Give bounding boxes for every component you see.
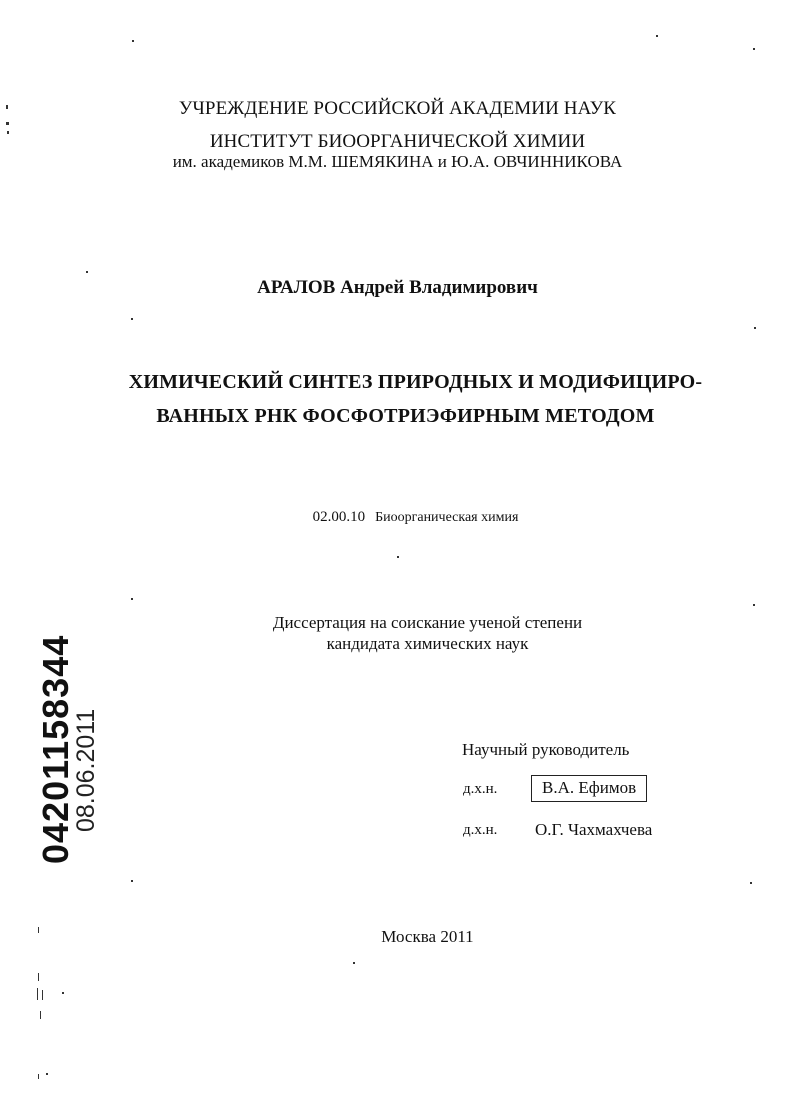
scan-speck [353, 962, 355, 964]
scan-speck [397, 556, 399, 558]
scan-speck [6, 105, 8, 109]
scan-speck [86, 271, 88, 273]
supervisor-1-degree: д.х.н. [463, 781, 498, 797]
scan-speck [37, 988, 38, 1000]
institution-line-2: ИНСТИТУТ БИООРГАНИЧЕСКОЙ ХИМИИ [209, 131, 586, 152]
scan-speck [6, 122, 9, 125]
specialty [18, 509, 795, 526]
scan-speck [131, 598, 133, 600]
scan-speck [46, 1073, 48, 1075]
scan-speck [40, 1011, 41, 1019]
scan-speck [131, 318, 133, 320]
scan-speck [38, 973, 39, 981]
degree-line-2: кандидата химических наук [326, 634, 529, 653]
scan-speck [656, 35, 658, 37]
scan-speck [38, 927, 39, 933]
scan-speck [131, 880, 133, 882]
scan-speck [132, 40, 134, 42]
degree-line-1: Диссертация на соискание ученой степени [272, 613, 583, 632]
scan-speck [62, 992, 64, 994]
library-stamp-number: 04201158344 [35, 634, 76, 864]
scan-speck [7, 131, 9, 134]
supervisor-heading: Научный руководитель [462, 740, 630, 759]
supervisor-2-name: О.Г. Чахмахчева [535, 820, 653, 839]
city-year: Москва 2011 [381, 927, 474, 946]
specialty-name: Биоорганическая химия [375, 510, 519, 525]
scan-speck [753, 604, 755, 606]
scan-speck [754, 327, 756, 329]
scan-speck [753, 48, 755, 50]
dissertation-title-line-2: ВАННЫХ РНК ФОСФОТРИЭФИРНЫМ МЕТОДОМ [156, 405, 655, 427]
author-name: АРАЛОВ Андрей Владимирович [257, 277, 538, 298]
supervisor-2-degree: д.х.н. [463, 822, 498, 838]
scan-speck [750, 882, 752, 884]
scan-speck [38, 1074, 39, 1079]
dissertation-title-line-1: ХИМИЧЕСКИЙ СИНТЕЗ ПРИРОДНЫХ И МОДИФИЦИРО- [128, 371, 703, 393]
scan-speck [42, 990, 43, 1000]
library-stamp-date: 08.06.2011 [72, 708, 100, 832]
institution-line-3: им. академиков М.М. ШЕМЯКИНА и Ю.А. ОВЧИННИКОВА [172, 152, 623, 171]
supervisor-1-name: В.А. Ефимов [531, 775, 647, 802]
specialty-code: 02.00.10 [312, 509, 366, 525]
institution-line-1: УЧРЕЖДЕНИЕ РОССИЙСКОЙ АКАДЕМИИ НАУК [178, 98, 617, 119]
